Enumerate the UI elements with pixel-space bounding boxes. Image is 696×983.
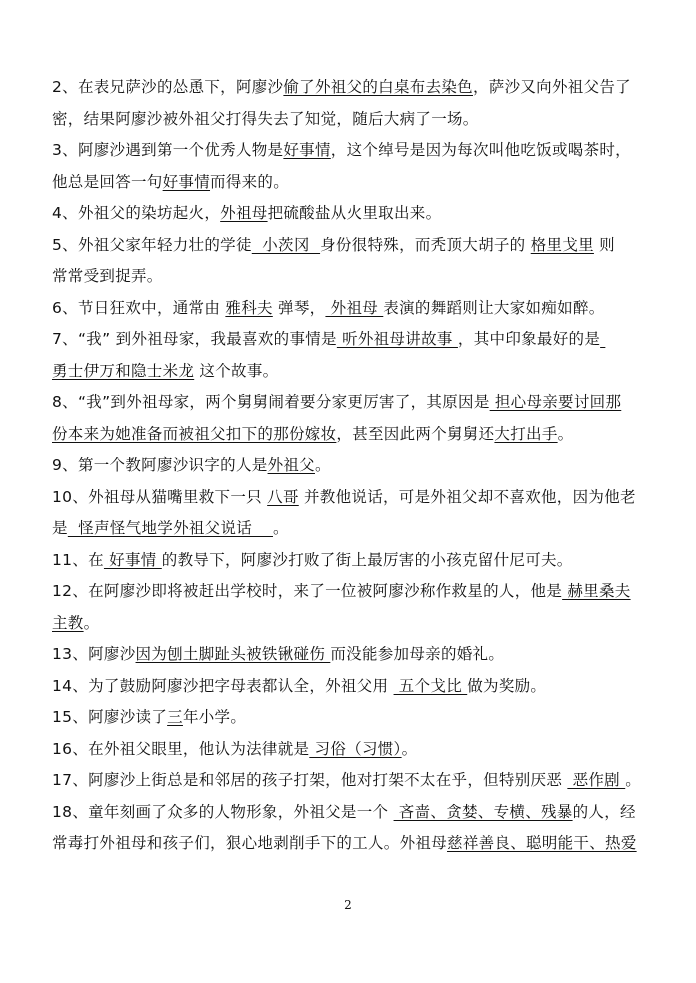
text-line xyxy=(52,828,646,860)
text-line xyxy=(52,671,646,703)
text-line xyxy=(52,797,646,829)
question-text: 常毒打外祖母和孩子们，狠心地剥削手下的工人。外祖母 xyxy=(52,834,448,852)
question-text: 。 xyxy=(625,771,642,789)
text-line xyxy=(52,450,646,482)
question-text: 表演的舞蹈则让大家如痴如醉。 xyxy=(383,298,605,317)
answer-text: 恶作剧 xyxy=(567,771,626,789)
question-text: 10、外祖母从猫嘴里救下一只 xyxy=(52,487,268,506)
answer-text: 怪声怪气地学外祖父说话 xyxy=(67,519,273,537)
question-text: 的教导下，阿廖沙打败了街上最厉害的小孩克留什尼可夫。 xyxy=(161,550,573,569)
answer-text: 吝啬、贪婪、专横、残暴 xyxy=(393,802,573,821)
answer-text: 小茨冈 xyxy=(251,235,321,254)
question-text: 7、“我” 到外祖母家，我最喜欢的事情是 xyxy=(52,330,337,348)
answer-text: 雅科夫 xyxy=(225,298,273,317)
question-text: 。 xyxy=(314,456,331,474)
question-text: 8、“我”到外祖母家，两个舅舅闹着要分家更厉害了，其原因是 xyxy=(52,393,490,411)
question-text: 11、在 xyxy=(52,550,104,569)
question-text: 是 xyxy=(52,519,68,537)
question-text: 3、阿廖沙遇到第一个优秀人物是 xyxy=(52,141,284,159)
text-line xyxy=(52,639,646,671)
text-line xyxy=(52,608,646,640)
text-line xyxy=(52,545,646,577)
text-line xyxy=(52,293,646,325)
question-text: ，这个绰号是因为每次叫他吃饭或喝茶时， xyxy=(330,141,631,159)
question-text: 9、第一个教阿廖沙识字的人是 xyxy=(52,456,268,474)
question-text: 15、阿廖沙读了 xyxy=(52,708,168,726)
question-text: ，萨沙又向外祖父告了 xyxy=(472,78,631,96)
question-text: 并教他说话，可是外祖父却不喜欢他，因为他老 xyxy=(298,487,636,506)
question-text: 密，结果阿廖沙被外祖父打得失去了知觉，随后大病了一场。 xyxy=(52,109,479,128)
answer-text: 好事情 xyxy=(103,550,162,569)
question-text: 弹琴， xyxy=(272,298,326,317)
text-line xyxy=(52,230,646,262)
answer-text: 大打出手 xyxy=(494,424,558,443)
answer-text: 外祖母 xyxy=(220,204,268,222)
text-line xyxy=(52,513,646,545)
text-line xyxy=(52,198,646,230)
question-text: 。 xyxy=(557,424,574,443)
question-text: 14、为了鼓励阿廖沙把字母表都认全，外祖父用 xyxy=(52,676,394,695)
text-line xyxy=(52,261,646,293)
text-line xyxy=(52,324,646,356)
question-text: ，甚至因此两个舅舅还 xyxy=(336,424,495,443)
question-text: 身份很特殊，而秃顶大胡子的 xyxy=(320,235,531,254)
text-line xyxy=(52,135,646,167)
question-text: 2、在表兄萨沙的怂恿下，阿廖沙 xyxy=(52,78,284,96)
text-line xyxy=(52,765,646,797)
answer-text: 担心母亲要讨回那 xyxy=(489,393,622,411)
question-text: 常常受到捉弄。 xyxy=(52,267,163,285)
text-line xyxy=(52,734,646,766)
answer-text: 慈祥善良、聪明能干、热爱 xyxy=(447,834,637,852)
question-text: 。 xyxy=(401,739,418,758)
answer-text: 五个戈比 xyxy=(393,676,468,695)
answer-text: 外祖母 xyxy=(325,298,384,317)
text-line xyxy=(52,482,646,514)
answer-text: 习俗（习惯） xyxy=(309,739,402,758)
question-text: 则 xyxy=(593,235,615,254)
answer-text: 赫里桑夫 xyxy=(562,582,631,600)
question-text: 4、外祖父的染坊起火， xyxy=(52,204,221,222)
text-line xyxy=(52,72,646,104)
answer-text: 八哥 xyxy=(267,487,299,506)
question-text: 16、在外祖父眼里，他认为法律就是 xyxy=(52,739,310,758)
question-text: 的人，经 xyxy=(572,802,636,821)
question-text: 他总是回答一句 xyxy=(52,172,163,191)
answer-text: 份本来为她准备而被祖父扣下的那份嫁妆 xyxy=(52,424,337,443)
question-text: 。 xyxy=(272,519,289,537)
answer-text: 主教 xyxy=(52,613,84,632)
answer-text: 格里戈里 xyxy=(530,235,594,254)
text-line xyxy=(52,419,646,451)
text-line xyxy=(52,576,646,608)
question-text: 12、在阿廖沙即将被赶出学校时，来了一位被阿廖沙称作救星的人，他是 xyxy=(52,582,563,600)
question-text: 这个故事。 xyxy=(194,361,279,380)
answer-text: 勇士伊万和隐士米龙 xyxy=(52,361,195,380)
text-line xyxy=(52,387,646,419)
page-number: 2 xyxy=(344,898,352,912)
text-line xyxy=(52,167,646,199)
question-text: 做为奖励。 xyxy=(467,676,547,695)
question-text: 18、童年刻画了众多的人物形象，外祖父是一个 xyxy=(52,802,394,821)
text-line xyxy=(52,356,646,388)
question-text: 而得来的。 xyxy=(210,172,290,191)
document-body xyxy=(52,72,646,860)
question-text: 6、节日狂欢中，通常由 xyxy=(52,298,226,317)
text-line xyxy=(52,702,646,734)
answer-text: 听外祖母讲故事 xyxy=(336,330,458,348)
answer-text xyxy=(600,330,605,348)
question-text: 年小学。 xyxy=(182,708,247,726)
text-line xyxy=(52,104,646,136)
question-text: 5、外祖父家年轻力壮的学徒 xyxy=(52,235,252,254)
question-text: ，其中印象最好的是 xyxy=(457,330,601,348)
answer-text: 三 xyxy=(167,708,183,726)
question-text: 而没能参加母亲的婚礼。 xyxy=(330,645,505,663)
answer-text: 因为刨土脚趾头被铁锹碰伤 xyxy=(135,645,331,663)
answer-text: 偷了外祖父的白桌布去染色 xyxy=(283,78,473,96)
question-text: 把硫酸盐从火里取出来。 xyxy=(267,204,442,222)
answer-text: 好事情 xyxy=(283,141,331,159)
question-text: 17、阿廖沙上街总是和邻居的孩子打架，他对打架不太在乎，但特别厌恶 xyxy=(52,771,568,789)
question-text: 13、阿廖沙 xyxy=(52,645,136,663)
answer-text: 外祖父 xyxy=(267,456,315,474)
question-text: 。 xyxy=(83,613,100,632)
answer-text: 好事情 xyxy=(162,172,211,191)
